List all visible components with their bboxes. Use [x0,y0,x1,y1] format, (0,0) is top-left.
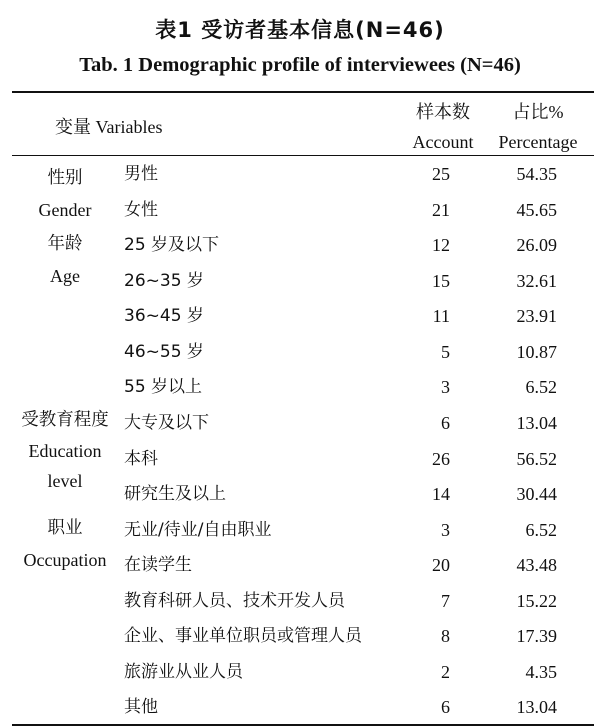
group-label-en: Age [50,266,80,286]
table-row [0,512,600,548]
header-account-cn: 样本数 [416,102,470,122]
row-percentage: 6.52 [525,520,557,540]
group-label-en: Gender [38,200,92,220]
row-percentage: 13.04 [516,413,557,433]
table-row [0,618,600,654]
row-subcategory: 本科 [124,449,158,469]
row-subcategory: 46~55 岁 [124,342,204,362]
row-subcategory: 教育科研人员、技术开发人员 [124,591,345,611]
header-percentage-cn: 占比% [512,102,564,122]
row-percentage: 15.22 [516,591,557,611]
row-account: 11 [432,306,450,326]
group-label-en: Occupation [23,550,107,570]
row-subcategory: 研究生及以上 [124,484,226,504]
row-account: 5 [441,342,450,362]
row-subcategory: 企业、事业单位职员或管理人员 [124,626,362,646]
group-label-cn: 年龄 [47,234,83,254]
group-label-cn: 受教育程度 [21,410,109,430]
header-account [395,97,491,157]
row-percentage: 30.44 [516,484,557,504]
row-account: 14 [432,484,450,504]
top-rule [12,91,594,93]
row-account: 6 [441,413,450,433]
row-account: 6 [441,697,450,717]
table-row [0,405,600,441]
row-account: 3 [441,377,450,397]
row-percentage: 4.35 [525,662,557,682]
table-row [0,441,600,477]
row-subcategory: 旅游业从业人员 [124,662,243,682]
table-row [0,476,600,512]
row-subcategory: 55 岁以上 [124,377,203,397]
row-account: 12 [432,235,450,255]
table-row [0,654,600,690]
row-percentage: 43.48 [516,555,557,575]
group-label-cn: 职业 [47,518,83,538]
row-account: 20 [432,555,450,575]
table-row [0,192,600,228]
row-account: 8 [441,626,450,646]
row-percentage: 56.52 [516,449,557,469]
header-variables: 变量 Variables [55,117,163,137]
row-subcategory: 其他 [124,697,158,717]
table-row [0,298,600,334]
row-account: 26 [432,449,450,469]
table-title-en: Tab. 1 Demographic profile of interviewees (N=46) [79,54,521,76]
row-subcategory: 在读学生 [124,555,192,575]
row-account: 7 [441,591,450,611]
group-label-en: Education level [28,441,102,491]
row-account: 25 [432,164,450,184]
row-account: 2 [441,662,450,682]
row-subcategory: 无业/待业/自由职业 [124,520,272,540]
row-percentage: 17.39 [516,626,557,646]
table-row [0,689,600,725]
row-percentage: 10.87 [516,342,557,362]
row-percentage: 13.04 [516,697,557,717]
group-label-cn: 性别 [47,168,83,188]
table-row [0,156,600,192]
table-row [0,547,600,583]
table-row [0,583,600,619]
row-percentage: 26.09 [516,235,557,255]
row-subcategory: 女性 [124,200,158,220]
header-percentage [488,97,588,157]
header-account-en: Account [412,132,474,152]
table-title-cn: 表1 受访者基本信息(N=46) [155,18,445,42]
row-subcategory: 36~45 岁 [124,306,204,326]
row-percentage: 54.35 [516,164,557,184]
row-account: 21 [432,200,450,220]
table-row [0,334,600,370]
table-row [0,263,600,299]
row-subcategory: 26~35 岁 [124,271,204,291]
table-row [0,227,600,263]
row-account: 15 [432,271,450,291]
row-percentage: 6.52 [525,377,557,397]
row-percentage: 45.65 [516,200,557,220]
row-subcategory: 男性 [124,164,158,184]
row-subcategory: 25 岁及以下 [124,235,220,255]
row-percentage: 23.91 [516,306,557,326]
header-percentage-en: Percentage [498,132,578,152]
row-subcategory: 大专及以下 [124,413,209,433]
table-row [0,369,600,405]
row-percentage: 32.61 [516,271,557,291]
row-account: 3 [441,520,450,540]
bottom-rule [12,724,594,726]
